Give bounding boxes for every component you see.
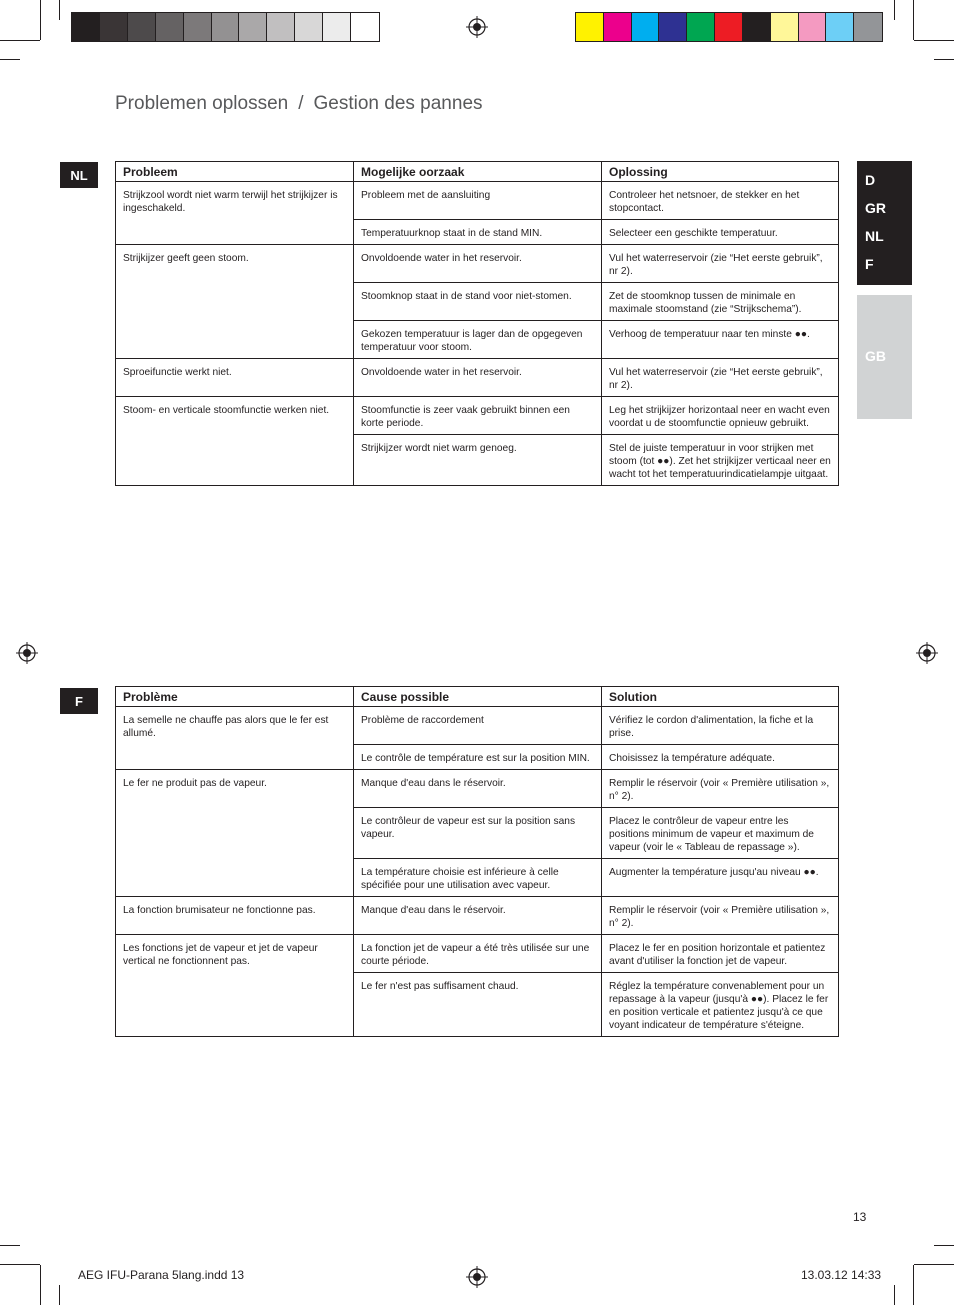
- solution-cell: Placez le contrôleur de vapeur entre les positions minimum de vapeur et maximum de vapeur (voir le « Tableau de repassage »).: [602, 808, 839, 859]
- solution-cell: Vul het waterreservoir (zie “Het eerste gebruik”, nr 2).: [602, 245, 839, 283]
- color-swatch: [743, 13, 771, 41]
- cause-cell: Probleem met de aansluiting: [354, 182, 602, 220]
- cause-cell: Manque d'eau dans le réservoir.: [354, 897, 602, 935]
- cause-cell: Onvoldoende water in het reservoir.: [354, 359, 602, 397]
- color-swatch: [239, 13, 267, 41]
- cause-cell: Stoomknop staat in de stand voor niet-stomen.: [354, 283, 602, 321]
- solution-cell: Zet de stoomknop tussen de minimale en maximale stoomstand (zie “Strijkschema”).: [602, 283, 839, 321]
- registration-mark-icon: [916, 642, 938, 664]
- title-nl: Problemen oplossen: [115, 93, 289, 114]
- footer-datetime: 13.03.12 14:33: [801, 1268, 882, 1282]
- side-tab-d: D: [865, 172, 876, 188]
- problem-cell: La fonction brumisateur ne fonctionne pas.: [116, 897, 354, 935]
- solution-cell: Remplir le réservoir (voir « Première utilisation », n° 2).: [602, 897, 839, 935]
- cause-cell: Manque d'eau dans le réservoir.: [354, 770, 602, 808]
- cause-cell: Le contrôleur de vapeur est sur la position sans vapeur.: [354, 808, 602, 859]
- cause-cell: Temperatuurknop staat in de stand MIN.: [354, 220, 602, 245]
- color-swatch: [100, 13, 128, 41]
- color-swatch: [212, 13, 240, 41]
- color-swatch: [128, 13, 156, 41]
- color-swatch: [854, 13, 882, 41]
- column-header-problem: Probleem: [116, 162, 354, 182]
- color-swatch: [156, 13, 184, 41]
- gray-swatch-strip: [71, 12, 380, 42]
- table-header-row: [116, 162, 839, 182]
- table-row: [116, 897, 839, 935]
- troubleshooting-table-fr: [115, 686, 839, 1037]
- problem-cell: Strijkijzer geeft geen stoom.: [116, 245, 354, 359]
- cause-cell: Gekozen temperatuur is lager dan de opgegeven temperatuur voor stoom.: [354, 321, 602, 359]
- color-swatch: [687, 13, 715, 41]
- color-swatch: [715, 13, 743, 41]
- color-swatch: [659, 13, 687, 41]
- color-swatch: [323, 13, 351, 41]
- color-swatch: [632, 13, 660, 41]
- solution-cell: Stel de juiste temperatuur in voor strijken met stoom (tot ●●). Zet het strijkijzer verticaal neer en wacht tot het temperatuurindicatielampje uitgaat.: [602, 435, 839, 486]
- cause-cell: Stoomfunctie is zeer vaak gebruikt binnen een korte periode.: [354, 397, 602, 435]
- problem-cell: Sproeifunctie werkt niet.: [116, 359, 354, 397]
- side-language-tabs: [857, 161, 912, 285]
- column-header-cause: Mogelijke oorzaak: [354, 162, 602, 182]
- color-swatch: [826, 13, 854, 41]
- problem-cell: La semelle ne chauffe pas alors que le fer est allumé.: [116, 707, 354, 770]
- cause-cell: Strijkijzer wordt niet warm genoeg.: [354, 435, 602, 486]
- footer-filename: AEG IFU-Parana 5lang.indd 13: [78, 1268, 245, 1282]
- side-tab-gr: GR: [865, 200, 886, 216]
- table-row: [116, 359, 839, 397]
- table-row: [116, 935, 839, 973]
- cause-cell: Le contrôle de température est sur la position MIN.: [354, 745, 602, 770]
- color-swatch: [184, 13, 212, 41]
- registration-mark-icon: [466, 16, 488, 38]
- table-row: [116, 397, 839, 435]
- color-swatch: [72, 13, 100, 41]
- color-swatch-strip: [575, 12, 883, 42]
- title-separator: /: [298, 93, 304, 114]
- table-row: [116, 245, 839, 283]
- solution-cell: Verhoog de temperatuur naar ten minste ●●.: [602, 321, 839, 359]
- problem-cell: Les fonctions jet de vapeur et jet de vapeur vertical ne fonctionnent pas.: [116, 935, 354, 1037]
- registration-mark-icon: [466, 1266, 488, 1288]
- table-row: [116, 707, 839, 745]
- cause-cell: La fonction jet de vapeur a été très utilisée sur une courte période.: [354, 935, 602, 973]
- solution-cell: Placez le fer en position horizontale et patientez avant d'utiliser la fonction jet de vapeur.: [602, 935, 839, 973]
- troubleshooting-table-nl: [115, 161, 839, 486]
- column-header-cause: Cause possible: [354, 687, 602, 707]
- solution-cell: Vul het waterreservoir (zie “Het eerste gebruik”, nr 2).: [602, 359, 839, 397]
- cause-cell: La température choisie est inférieure à celle spécifiée pour une utilisation avec vapeur.: [354, 859, 602, 897]
- table-row: [116, 182, 839, 220]
- page-title: [115, 93, 483, 115]
- column-header-solution: Solution: [602, 687, 839, 707]
- problem-cell: Strijkzool wordt niet warm terwijl het strijkijzer is ingeschakeld.: [116, 182, 354, 245]
- language-tag-fr: F: [60, 688, 98, 714]
- solution-cell: Leg het strijkijzer horizontaal neer en wacht even voordat u de stoomfunctie opnieuw gebruikt.: [602, 397, 839, 435]
- problem-cell: Le fer ne produit pas de vapeur.: [116, 770, 354, 897]
- side-tab-gb: GB: [865, 348, 886, 364]
- color-swatch: [576, 13, 604, 41]
- cause-cell: Onvoldoende water in het reservoir.: [354, 245, 602, 283]
- solution-cell: Selecteer een geschikte temperatuur.: [602, 220, 839, 245]
- solution-cell: Augmenter la température jusqu'au niveau ●●.: [602, 859, 839, 897]
- side-tab-f: F: [865, 256, 874, 272]
- side-tab-nl: NL: [865, 228, 884, 244]
- solution-cell: Remplir le réservoir (voir « Première utilisation », n° 2).: [602, 770, 839, 808]
- solution-cell: Choisissez la température adéquate.: [602, 745, 839, 770]
- column-header-solution: Oplossing: [602, 162, 839, 182]
- color-swatch: [351, 13, 379, 41]
- problem-cell: Stoom- en verticale stoomfunctie werken niet.: [116, 397, 354, 486]
- cause-cell: Problème de raccordement: [354, 707, 602, 745]
- solution-cell: Réglez la température convenablement pour un repassage à la vapeur (jusqu'à ●●). Placez le fer en position verticale et patientez jusqu'à ce que voyant indicateur de température s'éteigne.: [602, 973, 839, 1037]
- solution-cell: Controleer het netsnoer, de stekker en het stopcontact.: [602, 182, 839, 220]
- registration-mark-icon: [16, 642, 38, 664]
- solution-cell: Vérifiez le cordon d'alimentation, la fiche et la prise.: [602, 707, 839, 745]
- cause-cell: Le fer n'est pas suffisament chaud.: [354, 973, 602, 1037]
- table-header-row: [116, 687, 839, 707]
- language-tag-nl: NL: [60, 162, 98, 188]
- color-swatch: [771, 13, 799, 41]
- color-swatch: [799, 13, 827, 41]
- side-tab-gb-block: [857, 295, 912, 419]
- title-fr: Gestion des pannes: [313, 93, 483, 114]
- color-swatch: [295, 13, 323, 41]
- color-swatch: [267, 13, 295, 41]
- column-header-problem: Problème: [116, 687, 354, 707]
- page-number: 13: [853, 1210, 867, 1224]
- table-row: [116, 770, 839, 808]
- color-swatch: [604, 13, 632, 41]
